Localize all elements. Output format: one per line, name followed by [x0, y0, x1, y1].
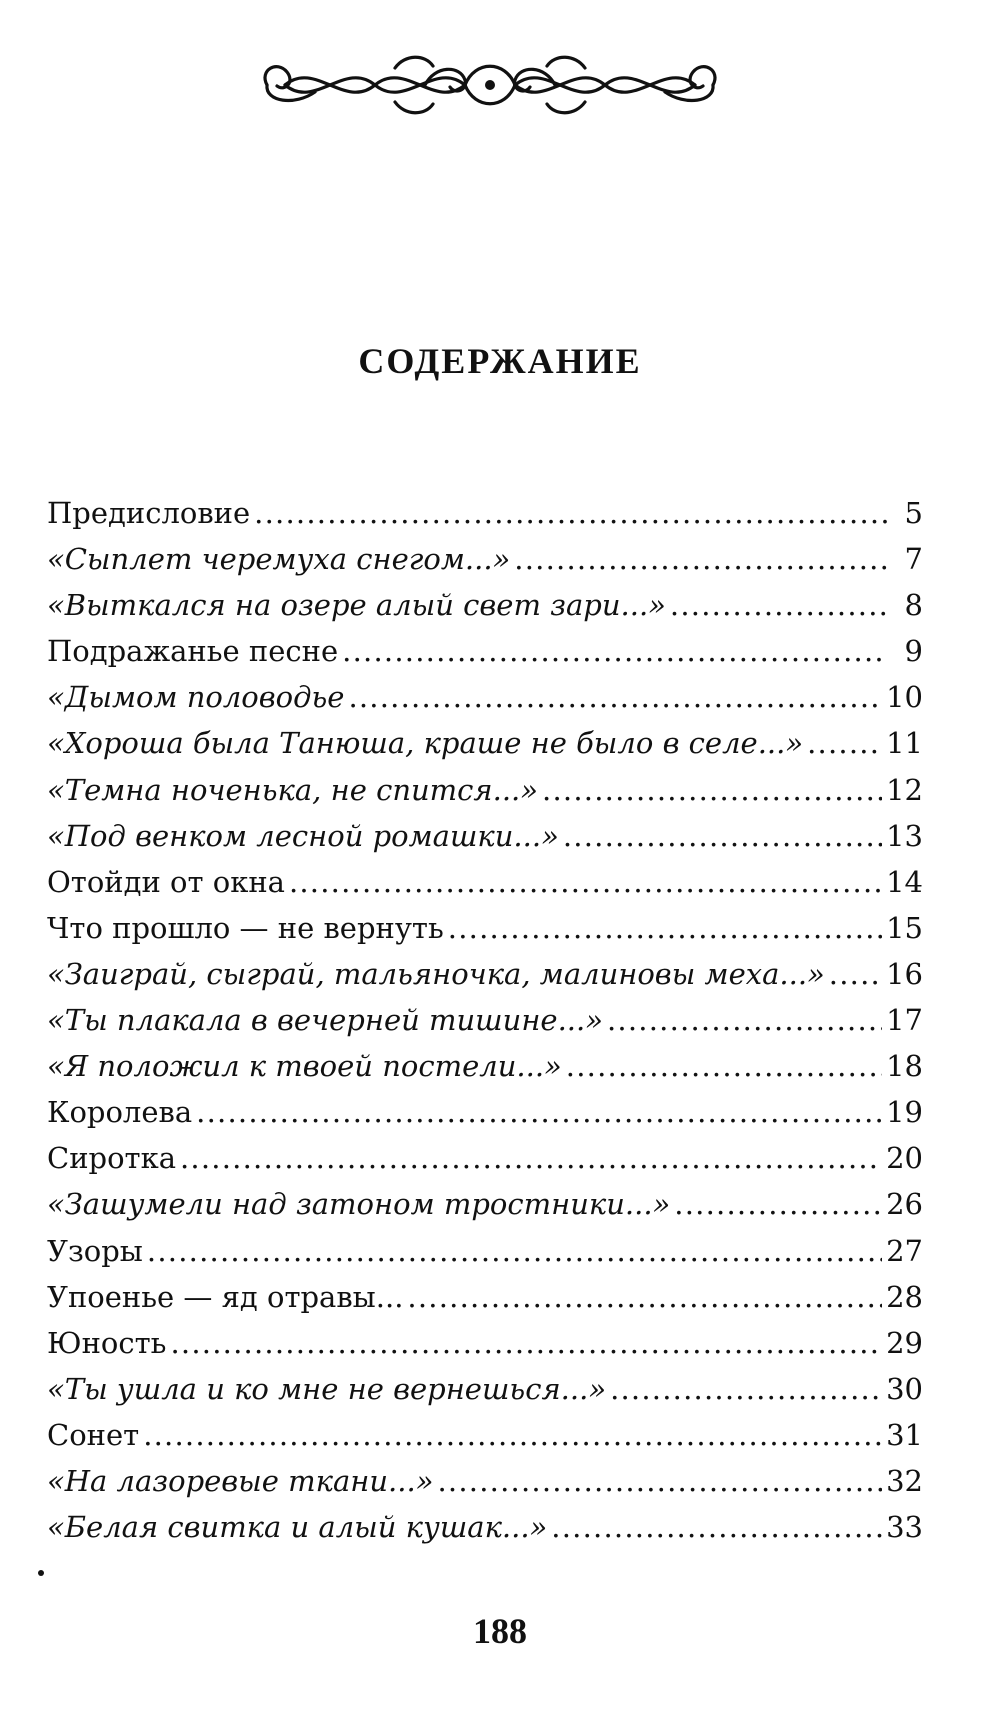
toc-entry-page-number: 7 [904, 542, 923, 577]
toc-entry [47, 1320, 923, 1366]
toc-entry-page-number: 33 [886, 1510, 923, 1545]
toc-entry [47, 1043, 923, 1089]
toc-entry-title: «Дымом половодье [47, 680, 345, 715]
toc-entry-page-number: 27 [886, 1233, 923, 1268]
toc-entry [47, 1135, 923, 1181]
toc-entry-page-number: 28 [886, 1279, 923, 1314]
dot-leader [196, 1089, 882, 1135]
stray-dot-mark [38, 1570, 44, 1576]
toc-entry-title: «Выткался на озере алый свет зари...» [47, 588, 666, 623]
toc-entry-title: «Темна ноченька, не спится...» [47, 772, 539, 807]
toc-entry [47, 536, 923, 582]
toc-entry [47, 628, 923, 674]
toc-entry-page-number: 12 [886, 772, 923, 807]
dot-leader [437, 1458, 882, 1504]
toc-entry-page-number: 30 [886, 1371, 923, 1406]
dot-leader [551, 1504, 882, 1550]
toc-entry-page-number: 17 [886, 1003, 923, 1038]
toc-entry [47, 1504, 923, 1550]
dot-leader [147, 1228, 882, 1274]
toc-entry [47, 859, 923, 905]
toc-entry [47, 490, 923, 536]
toc-entry-page-number: 8 [904, 588, 923, 623]
dot-leader [289, 859, 882, 905]
dot-leader [607, 997, 882, 1043]
dot-leader [566, 1043, 882, 1089]
toc-entry-page-number: 14 [886, 864, 923, 899]
toc-entry-title: Узоры [47, 1233, 143, 1268]
toc-entry-page-number: 11 [886, 726, 923, 761]
toc-entry [47, 951, 923, 997]
toc-entry [47, 720, 923, 766]
dot-leader [542, 767, 882, 813]
toc-entry-title: «Ты плакала в вечерней тишине...» [47, 1003, 603, 1038]
page-title: СОДЕРЖАНИЕ [358, 341, 642, 381]
toc-entry [47, 1458, 923, 1504]
toc-entry-title: «Я положил к твоей постели...» [47, 1049, 562, 1084]
toc-entry-title: Что прошло — не вернуть [47, 910, 444, 945]
toc-entry-page-number: 29 [886, 1325, 923, 1360]
table-of-contents [47, 490, 923, 1550]
toc-entry-page-number: 9 [904, 634, 923, 669]
dot-leader [254, 490, 887, 536]
toc-entry-page-number: 26 [886, 1187, 923, 1222]
toc-entry-page-number: 18 [886, 1049, 923, 1084]
dot-leader [829, 951, 882, 997]
toc-entry [47, 813, 923, 859]
toc-entry-title: «Сыплет черемуха снегом...» [47, 542, 511, 577]
toc-entry-page-number: 5 [904, 496, 923, 530]
page-number: 188 [473, 1611, 527, 1651]
toc-entry [47, 1412, 923, 1458]
decorative-flourish-ornament [255, 40, 725, 130]
toc-entry-title: Упоенье — яд отравы... [47, 1279, 404, 1314]
dot-leader [563, 813, 882, 859]
dot-leader [670, 582, 887, 628]
toc-entry-title: «Хороша была Танюша, краше не было в селе...» [47, 726, 804, 761]
dot-leader [143, 1412, 882, 1458]
toc-entry [47, 674, 923, 720]
dot-leader [514, 536, 887, 582]
toc-entry [47, 767, 923, 813]
toc-entry-page-number: 15 [886, 910, 923, 945]
toc-entry-title: «Ты ушла и ко мне не вернешься...» [47, 1371, 607, 1406]
toc-entry-page-number: 31 [886, 1417, 923, 1452]
toc-entry [47, 582, 923, 628]
toc-entry [47, 1181, 923, 1227]
toc-entry-page-number: 16 [886, 956, 923, 991]
dot-leader [180, 1135, 882, 1181]
toc-entry-title: «Под венком лесной ромашки...» [47, 818, 559, 853]
toc-entry-title: «Заиграй, сыграй, тальяночка, малиновы меха...» [47, 956, 825, 991]
toc-entry [47, 1366, 923, 1412]
toc-entry-title: «На лазоревые ткани...» [47, 1463, 434, 1498]
toc-entry-page-number: 32 [886, 1463, 923, 1498]
dot-leader [348, 674, 882, 720]
toc-entry-page-number: 20 [886, 1141, 923, 1176]
dot-leader [342, 628, 887, 674]
toc-entry-title: Отойди от окна [47, 864, 285, 899]
dot-leader [448, 905, 882, 951]
toc-entry-title: Сонет [47, 1417, 140, 1452]
dot-leader [610, 1366, 882, 1412]
toc-entry-title: «Белая свитка и алый кушак...» [47, 1510, 548, 1545]
toc-entry-page-number: 19 [886, 1095, 923, 1130]
toc-entry [47, 1089, 923, 1135]
dot-leader [674, 1181, 882, 1227]
toc-entry [47, 1274, 923, 1320]
toc-entry-title: Предисловие [47, 496, 251, 530]
toc-entry-title: Юность [47, 1325, 167, 1360]
toc-entry-title: «Зашумели над затоном тростники...» [47, 1187, 671, 1222]
dot-leader [170, 1320, 882, 1366]
toc-entry-title: Подражанье песне [47, 634, 339, 669]
toc-entry-title: Сиротка [47, 1141, 176, 1176]
toc-entry-page-number: 10 [886, 680, 923, 715]
toc-entry-page-number: 13 [886, 818, 923, 853]
toc-entry [47, 905, 923, 951]
dot-leader [407, 1274, 882, 1320]
toc-entry-title: Королева [47, 1095, 193, 1130]
toc-entry [47, 997, 923, 1043]
dot-leader [807, 720, 882, 766]
toc-entry [47, 1228, 923, 1274]
